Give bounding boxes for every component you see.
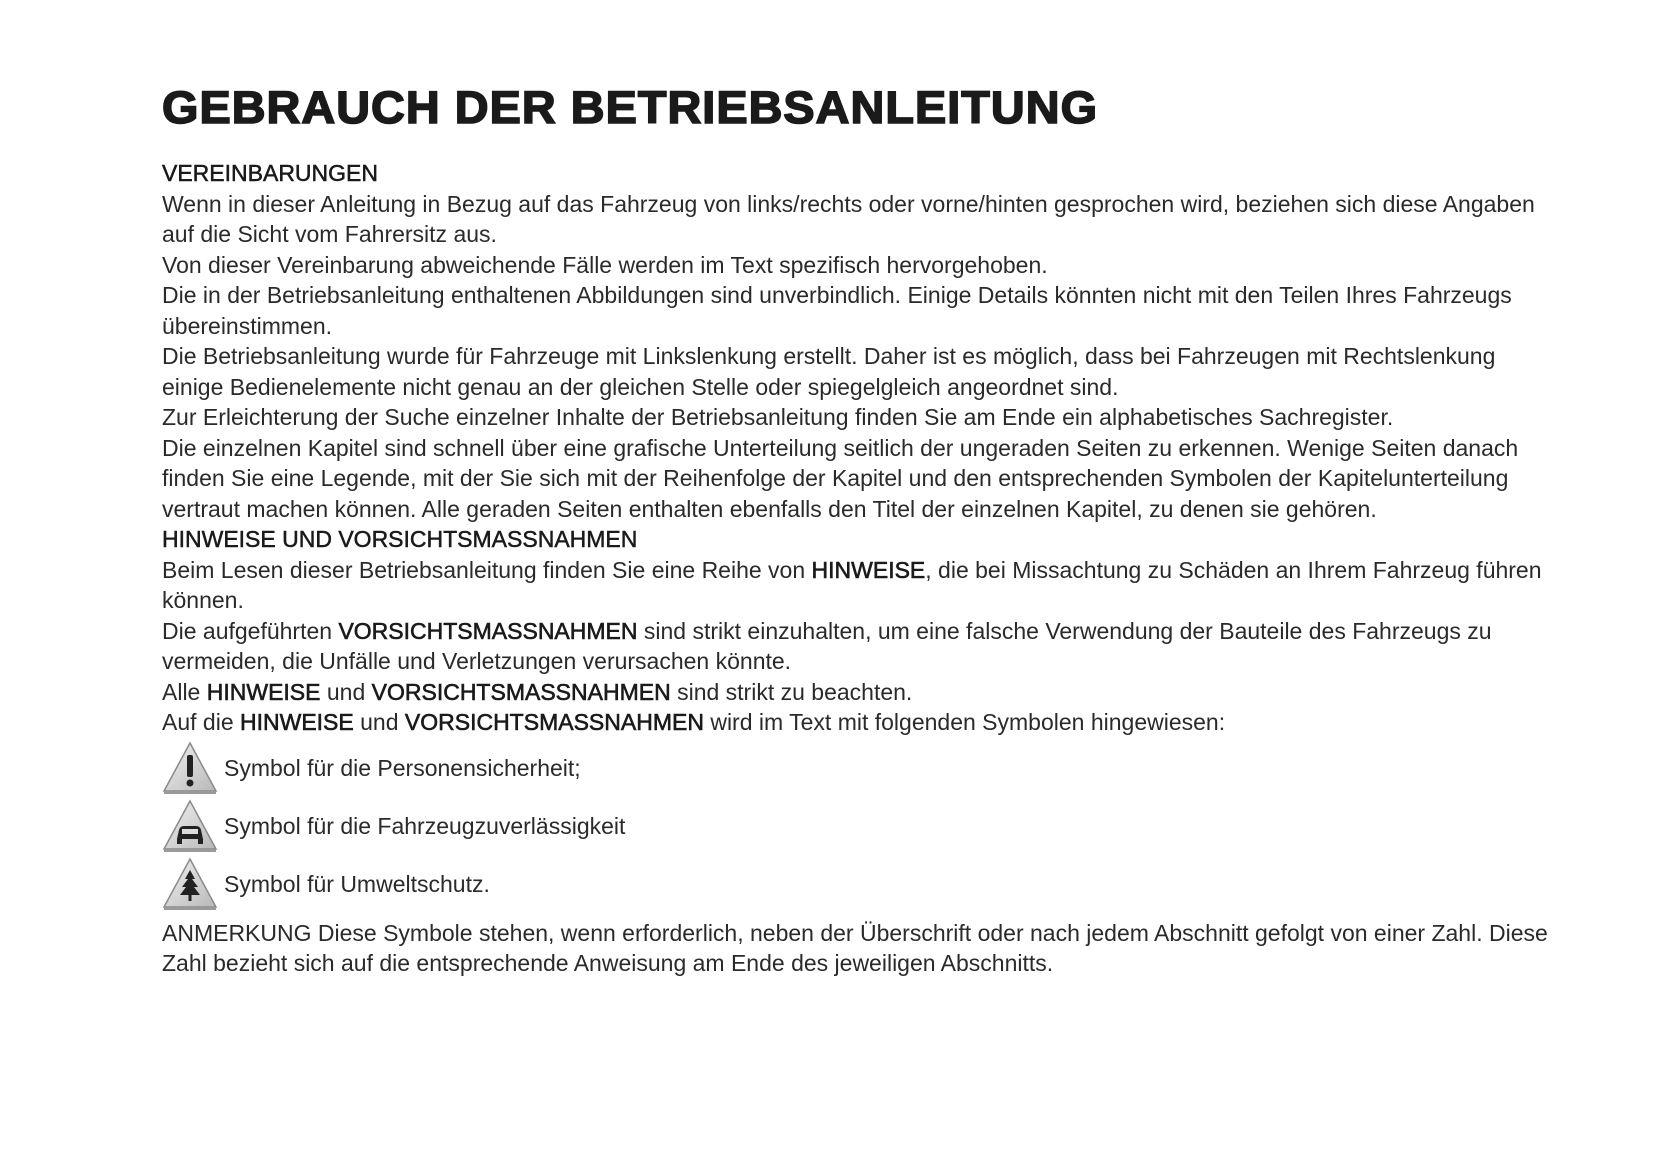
symbol-label: Symbol für Umweltschutz. [224, 870, 490, 897]
emphasis-term: HINWEISE [240, 709, 354, 735]
symbol-row-personal-safety [162, 740, 1552, 796]
section-conventions [162, 158, 1552, 524]
body-paragraph: Die einzelnen Kapitel sind schnell über eine grafische Unterteilung seitlich der ungeraden Seiten zu erkennen. Wenige Seiten danach finden Sie eine Legende, mit der Sie sich mit der Reihenfolge der Kapitel und den entsprechenden Symbolen der Kapitelunterteilung vertraut machen können. Alle geraden Seiten enthalten ebenfalls den Titel der einzelnen Kapitel, zu denen sie gehören. [162, 434, 1519, 522]
symbol-label: Symbol für die Personensicherheit; [224, 754, 581, 781]
document-page [162, 82, 1552, 979]
symbol-row-environment [162, 856, 1552, 912]
section-heading: VEREINBARUNGEN [162, 160, 378, 186]
body-paragraph: Zur Erleichterung der Suche einzelner Inhalte der Betriebsanleitung finden Sie am Ende ein alphabetisches Sachregister. [162, 404, 1394, 430]
body-paragraph: Alle HINWEISE und VORSICHTSMASSNAHMEN sind strikt zu beachten. [162, 678, 913, 705]
emphasis-term: HINWEISE [811, 556, 926, 583]
section-body [162, 189, 1552, 525]
tree-warning-icon [162, 857, 218, 911]
car-warning-icon [162, 799, 218, 853]
symbol-row-vehicle-reliability [162, 798, 1552, 854]
emphasis-term: HINWEISE [206, 678, 321, 705]
page-title: GEBRAUCH DER BETRIEBSANLEITUNG [162, 82, 1099, 133]
emphasis-term: VORSICHTSMASSNAHMEN [338, 617, 638, 644]
body-paragraph: Die aufgeführten VORSICHTSMASSNAHMEN sind strikt einzuhalten, um eine falsche Verwendung der Bauteile des Fahrzeugs zu vermeiden, die Unfälle und Verletzungen verursachen könnte. [162, 617, 1492, 674]
body-paragraph: Beim Lesen dieser Betriebsanleitung finden Sie eine Reihe von HINWEISE, die bei Missachtung zu Schäden an Ihrem Fahrzeug führen können. [162, 556, 1542, 613]
emphasis-term: VORSICHTSMASSNAHMEN [371, 678, 671, 705]
symbol-list [162, 740, 1552, 912]
body-paragraph: Die in der Betriebsanleitung enthaltenen Abbildungen sind unverbindlich. Einige Details könnten nicht mit den Teilen Ihres Fahrzeugs übereinstimmen. [162, 282, 1512, 339]
section-warnings [162, 524, 1552, 738]
body-paragraph: Wenn in dieser Anleitung in Bezug auf das Fahrzeug von links/rechts oder vorne/hinten gesprochen wird, beziehen sich diese Angaben auf die Sicht vom Fahrersitz aus. [162, 190, 1535, 247]
symbol-label: Symbol für die Fahrzeugzuverlässigkeit [224, 812, 626, 839]
note-paragraph: ANMERKUNG Diese Symbole stehen, wenn erforderlich, neben der Überschrift oder nach jedem Abschnitt gefolgt von einer Zahl. Diese Zahl bezieht sich auf die entsprechende Anweisung am Ende des jeweiligen Abschnitts. [162, 919, 1548, 976]
body-paragraph: Von dieser Vereinbarung abweichende Fälle werden im Text spezifisch hervorgehoben. [162, 251, 1048, 278]
emphasis-term: VORSICHTSMASSNAHMEN [404, 709, 704, 735]
exclamation-warning-icon [162, 741, 218, 795]
section-body [162, 555, 1552, 738]
body-paragraph: Die Betriebsanleitung wurde für Fahrzeuge mit Linkslenkung erstellt. Daher ist es möglich, dass bei Fahrzeugen mit Rechtslenkung einige Bedienelemente nicht genau an der gleichen Stelle oder spiegelgleich angeordnet sind. [162, 343, 1496, 400]
section-heading: HINWEISE UND VORSICHTSMASSNAHMEN [162, 526, 638, 552]
body-paragraph: Auf die HINWEISE und VORSICHTSMASSNAHMEN wird im Text mit folgenden Symbolen hingewiesen: [162, 709, 1226, 735]
